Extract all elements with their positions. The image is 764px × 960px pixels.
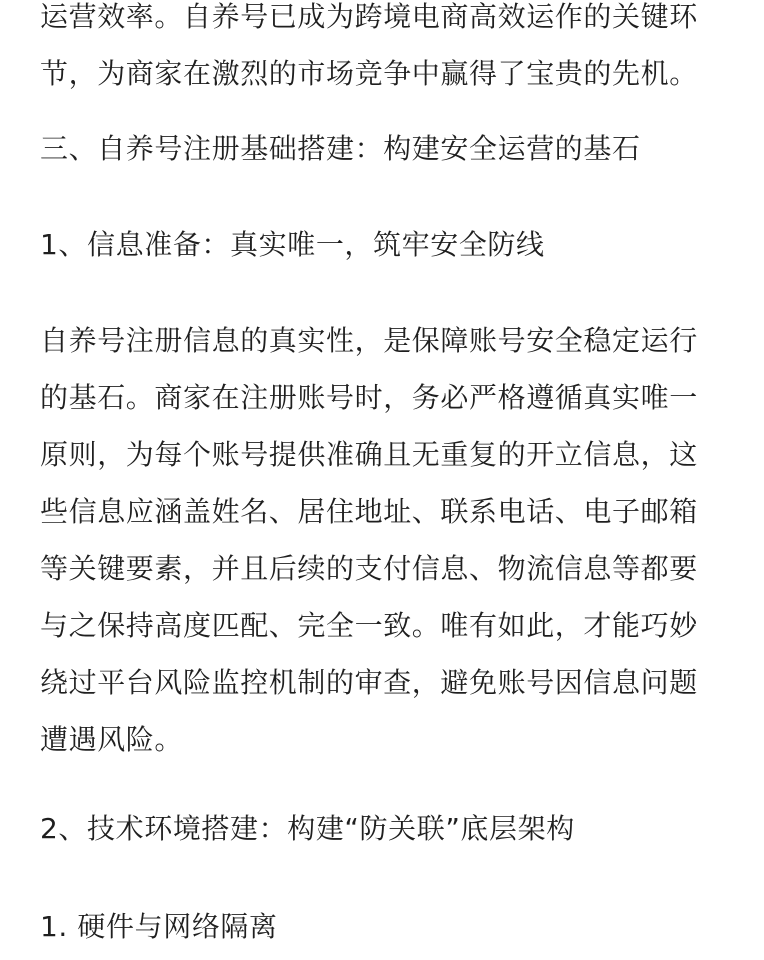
subsection-2-heading: 2、技术环境搭建：构建“防关联”底层架构	[40, 812, 575, 845]
body-line: 自养号注册信息的真实性，是保障账号安全稳定运行	[40, 324, 698, 357]
intro-paragraph	[40, 0, 730, 102]
section-3-heading: 三、自养号注册基础搭建：构建安全运营的基石	[40, 132, 641, 165]
subsection-2-item-1-heading: 1. 硬件与网络隔离	[40, 910, 278, 943]
body-line: 与之保持高度匹配、完全一致。唯有如此，才能巧妙	[40, 609, 698, 642]
body-line: 些信息应涵盖姓名、居住地址、联系电话、电子邮箱	[40, 495, 698, 528]
subsection-1-body	[40, 312, 730, 768]
body-line: 遭遇风险。	[40, 723, 184, 756]
intro-line: 节，为商家在激烈的市场竞争中赢得了宝贵的先机。	[40, 57, 698, 90]
intro-line: 运营效率。自养号已成为跨境电商高效运作的关键环	[40, 0, 698, 33]
body-line: 等关键要素，并且后续的支付信息、物流信息等都要	[40, 552, 698, 585]
body-line: 绕过平台风险监控机制的审查，避免账号因信息问题	[40, 666, 698, 699]
body-line: 原则，为每个账号提供准确且无重复的开立信息，这	[40, 438, 698, 471]
body-line: 的基石。商家在注册账号时，务必严格遵循真实唯一	[40, 381, 698, 414]
subsection-1-heading: 1、信息准备：真实唯一，筑牢安全防线	[40, 228, 545, 261]
